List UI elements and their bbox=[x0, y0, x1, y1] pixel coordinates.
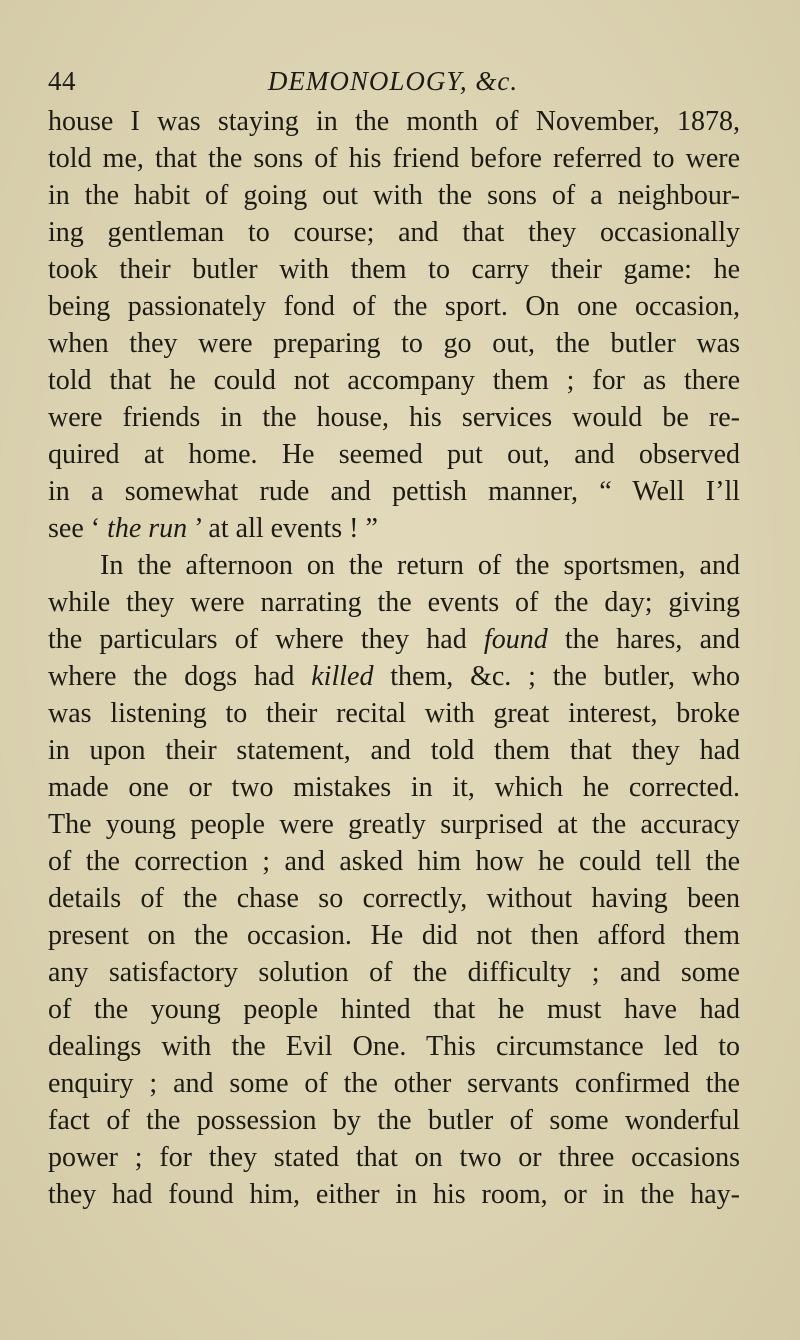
text-line: while they were narrating the events of the day; giving bbox=[48, 587, 740, 618]
text-line: were friends in the house, his services would be re- bbox=[48, 402, 740, 433]
italic-word: found bbox=[483, 624, 548, 655]
text-line: in a somewhat rude and pettish manner, “ Well I’ll bbox=[48, 476, 740, 507]
running-head: DEMONOLOGY, &c. bbox=[267, 66, 519, 96]
text-line: took their butler with them to carry their game: he bbox=[48, 254, 740, 285]
text-fragment: see ‘ bbox=[48, 513, 108, 544]
text-line: any satisfactory solution of the difficulty ; and some bbox=[48, 957, 740, 988]
page-header bbox=[48, 66, 738, 106]
text-line bbox=[48, 658, 740, 695]
italic-word: killed bbox=[311, 661, 374, 692]
text-line: quired at home. He seemed put out, and observed bbox=[48, 439, 740, 470]
text-line: told me, that the sons of his friend before referred to were bbox=[48, 143, 740, 174]
page-number: 44 bbox=[48, 66, 76, 96]
text-line: fact of the possession by the butler of some wonderful bbox=[48, 1105, 740, 1136]
text-line: told that he could not accompany them ; for as there bbox=[48, 365, 740, 396]
text-line: when they were preparing to go out, the butler was bbox=[48, 328, 740, 359]
text-line: in the habit of going out with the sons of a neighbour- bbox=[48, 180, 740, 211]
text-line: details of the chase so correctly, without having been bbox=[48, 883, 740, 914]
text-line-paragraph-end bbox=[48, 510, 740, 547]
text-line: in upon their statement, and told them that they had bbox=[48, 735, 740, 766]
text-line: house I was staying in the month of November, 1878, bbox=[48, 106, 740, 137]
text-fragment: where the dogs had bbox=[48, 661, 312, 692]
text-fragment: ’ at all events ! ” bbox=[187, 513, 378, 544]
text-line: enquiry ; and some of the other servants confirmed the bbox=[48, 1068, 740, 1099]
text-line bbox=[48, 621, 740, 658]
text-line: of the correction ; and asked him how he could tell the bbox=[48, 846, 740, 877]
text-line: was listening to their recital with great interest, broke bbox=[48, 698, 740, 729]
text-line: present on the occasion. He did not then afford them bbox=[48, 920, 740, 951]
italic-phrase: the run bbox=[107, 513, 188, 544]
text-fragment: the particulars of where they had bbox=[48, 624, 484, 655]
text-fragment: the hares, and bbox=[547, 624, 741, 655]
body-text bbox=[48, 103, 740, 1213]
text-fragment: them, &c. ; the butler, who bbox=[373, 661, 741, 692]
text-line: dealings with the Evil One. This circumstance led to bbox=[48, 1031, 740, 1062]
text-line: power ; for they stated that on two or three occasions bbox=[48, 1142, 740, 1173]
text-line: being passionately fond of the sport. On one occasion, bbox=[48, 291, 740, 322]
text-line: of the young people hinted that he must have had bbox=[48, 994, 740, 1025]
text-line: The young people were greatly surprised at the accuracy bbox=[48, 809, 740, 840]
text-line: ing gentleman to course; and that they occasionally bbox=[48, 217, 740, 248]
text-line-paragraph-start: In the afternoon on the return of the sportsmen, and bbox=[100, 550, 740, 581]
text-line: made one or two mistakes in it, which he corrected. bbox=[48, 772, 740, 803]
text-line: they had found him, either in his room, or in the hay- bbox=[48, 1179, 740, 1210]
